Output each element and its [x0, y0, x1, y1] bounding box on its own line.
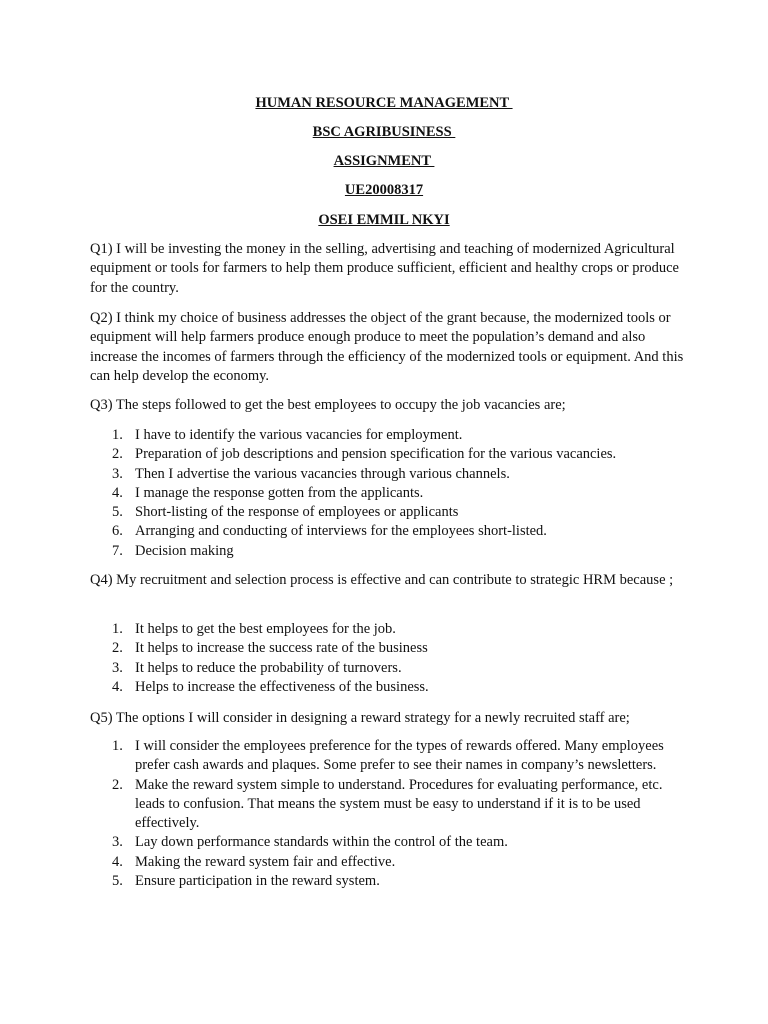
- student-id: UE20008317: [344, 182, 424, 198]
- list-number: 5.: [112, 873, 123, 890]
- list-number: 2.: [112, 640, 123, 657]
- list-text: Making the reward system fair and effective.: [135, 853, 396, 870]
- list-number: 4.: [112, 484, 123, 501]
- course-title: HUMAN RESOURCE MANAGEMENT: [255, 95, 513, 111]
- list-text: Short-listing of the response of employees or applicants: [135, 504, 459, 521]
- list-item: [90, 465, 680, 484]
- list-item: [90, 542, 680, 561]
- list-item: [90, 522, 680, 541]
- list-item: [90, 737, 680, 776]
- list-number: 1.: [112, 738, 123, 754]
- list-text: Decision making: [135, 542, 234, 559]
- list-text: Arranging and conducting of interviews for the employees short-listed.: [135, 523, 547, 540]
- list-number: 5.: [112, 504, 123, 521]
- list-number: 1.: [112, 621, 123, 637]
- list-number: 3.: [112, 465, 123, 482]
- list-text: It helps to get the best employees for the job.: [135, 621, 396, 637]
- q3-steps-list: [90, 426, 680, 561]
- list-number: 7.: [112, 542, 123, 559]
- list-item: [90, 620, 680, 639]
- list-number: 4.: [112, 678, 123, 695]
- list-item: [90, 872, 680, 891]
- list-item: [90, 503, 680, 522]
- answer-q3-intro: Q3) The steps followed to get the best employees to occupy the job vacancies are;: [90, 397, 566, 413]
- list-number: 2.: [112, 446, 123, 463]
- list-number: 4.: [112, 853, 123, 870]
- q4-reasons-list: [90, 620, 680, 697]
- list-text: It helps to reduce the probability of turnovers.: [135, 659, 402, 676]
- list-text: Helps to increase the effectiveness of the business.: [135, 678, 429, 695]
- list-item: [90, 639, 680, 658]
- list-number: 6.: [112, 523, 123, 540]
- list-item: [90, 776, 680, 834]
- list-item: [90, 853, 680, 872]
- list-text: Lay down performance standards within the control of the team.: [135, 834, 508, 851]
- list-number: 1.: [112, 427, 123, 443]
- answer-q5-intro: Q5) The options I will consider in designing a reward strategy for a newly recruited staff are;: [90, 710, 630, 726]
- program-title: BSC AGRIBUSINESS: [312, 124, 456, 140]
- list-item: [90, 678, 680, 697]
- list-number: 3.: [112, 834, 123, 851]
- list-text: Make the reward system simple to understand. Procedures for evaluating performance, etc. leads to confusion. That means the system must be easy to understand if it is to be used effectively.: [135, 776, 663, 832]
- list-text: Ensure participation in the reward system.: [135, 873, 380, 890]
- list-text: I have to identify the various vacancies for employment.: [135, 427, 463, 443]
- list-item: [90, 484, 680, 503]
- list-item: [90, 426, 680, 445]
- list-number: 2.: [112, 776, 123, 793]
- q5-options-list: [90, 737, 680, 891]
- list-text: I will consider the employees preference for the types of rewards offered. Many employees prefer cash awards and plaques. Some prefer to see their names in company’s newsletters.: [135, 738, 664, 774]
- list-number: 3.: [112, 659, 123, 676]
- document-type: ASSIGNMENT: [333, 153, 435, 169]
- list-text: Then I advertise the various vacancies through various channels.: [135, 465, 510, 482]
- list-text: It helps to increase the success rate of the business: [135, 640, 428, 657]
- list-item: [90, 445, 680, 464]
- list-item: [90, 659, 680, 678]
- answer-q2: Q2) I think my choice of business addresses the object of the grant because, the modernized tools or equipment will help farmers produce enough produce to meet the population’s demand and also increase the incomes of farmers through the efficiency of the modernized tools or equipment. And this can help develop the economy.: [90, 310, 684, 384]
- answer-q4-intro: Q4) My recruitment and selection process is effective and can contribute to strategic HRM because ;: [90, 572, 674, 588]
- list-text: Preparation of job descriptions and pension specification for the various vacancies.: [135, 446, 617, 463]
- list-item: [90, 833, 680, 852]
- answer-q1: Q1) I will be investing the money in the selling, advertising and teaching of modernized Agricultural equipment or tools for farmers to help them produce sufficient, efficient and healthy crops or produce for the country.: [90, 241, 679, 296]
- list-text: I manage the response gotten from the applicants.: [135, 484, 424, 501]
- student-name: OSEI EMMIL NKYI: [318, 212, 450, 228]
